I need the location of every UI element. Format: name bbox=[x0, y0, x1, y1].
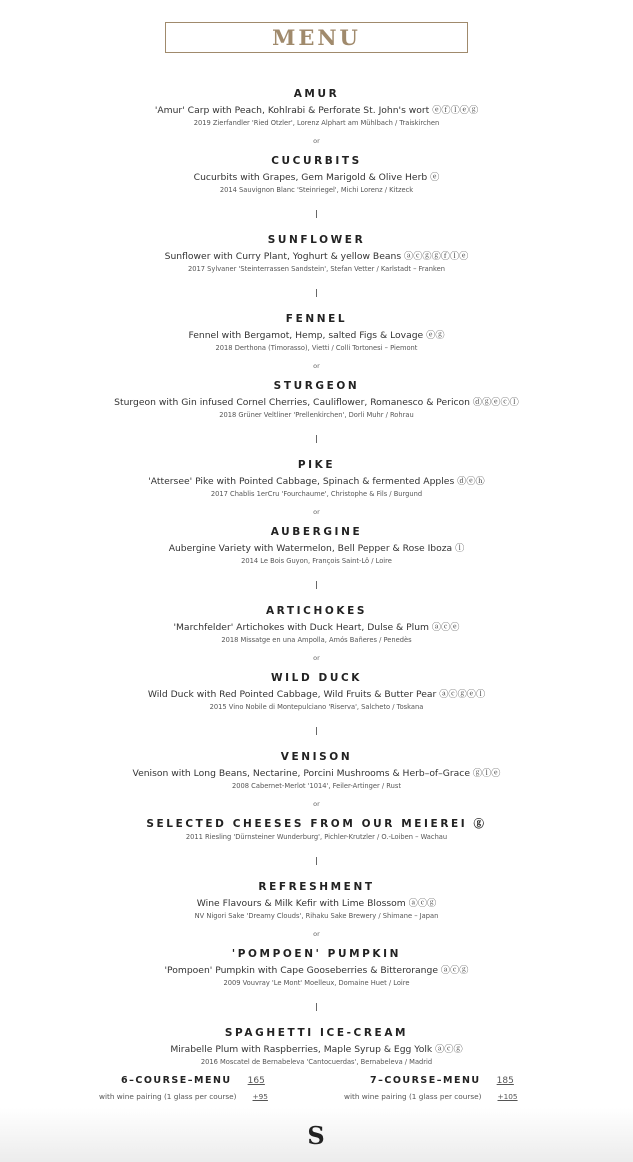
wine-pairing: 2018 Grüner Veltliner 'Prellenkirchen', Dorli Muhr / Rohrau bbox=[219, 411, 414, 419]
dish-description: Mirabelle Plum with Raspberries, Maple Syrup & Egg Yolk ⓐⓒⓖ bbox=[170, 1044, 463, 1055]
wine-pairing: 2014 Le Bois Guyon, François Saint-Lô / Loire bbox=[241, 557, 392, 565]
course-name: AMUR bbox=[293, 88, 340, 100]
course-item bbox=[17, 604, 617, 645]
course-divider bbox=[316, 195, 317, 233]
menu-title-box bbox=[165, 22, 468, 53]
offer-price: 165 bbox=[247, 1076, 265, 1086]
course-list bbox=[0, 87, 633, 1067]
wine-pairing: 2018 Missatge en una Ampolla, Amós Bañeres / Penedès bbox=[221, 636, 412, 644]
course-item bbox=[17, 458, 617, 499]
course-name: 'POMPOEN' PUMPKIN bbox=[231, 948, 402, 960]
wine-pairing: 2016 Moscatel de Bernabeleva 'Cantocuerdas', Bernabeleva / Madrid bbox=[200, 1058, 433, 1066]
dish-description: 'Attersee' Pike with Pointed Cabbage, Spinach & fermented Apples ⓓⓔⓗ bbox=[148, 476, 485, 487]
divider-line bbox=[316, 727, 317, 735]
course-name: SPAGHETTI ICE-CREAM bbox=[224, 1027, 409, 1039]
wine-pairing: 2014 Sauvignon Blanc 'Steinriegel', Michi Lorenz / Kitzeck bbox=[219, 186, 414, 194]
course-name: SUNFLOWER bbox=[267, 234, 366, 246]
offer-pairing-price: +95 bbox=[252, 1092, 268, 1101]
course-or-separator: or bbox=[313, 362, 320, 370]
course-divider bbox=[316, 566, 317, 604]
dish-description: Venison with Long Beans, Nectarine, Porcini Mushrooms & Herb–of–Grace ⓖⓛⓔ bbox=[132, 768, 501, 779]
course-name: CUCURBITS bbox=[271, 155, 362, 167]
wine-pairing: 2008 Cabernet-Merlot '1014', Feiler-Artinger / Rust bbox=[232, 782, 401, 790]
offer-name: 7–COURSE–MENU bbox=[370, 1075, 481, 1086]
offer-pairing-text: with wine pairing (1 glass per course) bbox=[344, 1092, 482, 1101]
divider-line bbox=[316, 1003, 317, 1011]
wine-pairing: 2018 Derthona (Timorasso), Vietti / Colli Tortonesi – Piemont bbox=[215, 344, 418, 352]
dish-description: Wild Duck with Red Pointed Cabbage, Wild Fruits & Butter Pear ⓐⓒⓖⓔⓛ bbox=[147, 689, 486, 700]
course-item bbox=[17, 947, 617, 988]
dish-description: Aubergine Variety with Watermelon, Bell Pepper & Rose Iboza ⓛ bbox=[168, 543, 465, 554]
course-divider bbox=[316, 712, 317, 750]
wine-pairing: 2015 Vino Nobile di Montepulciano 'Riserva', Salcheto / Toskana bbox=[209, 703, 424, 711]
divider-line bbox=[316, 435, 317, 443]
dish-description: Sunflower with Curry Plant, Yoghurt & yellow Beans ⓐⓒⓖⓖⓕⓛⓔ bbox=[164, 251, 469, 262]
course-or-separator: or bbox=[313, 508, 320, 516]
wine-pairing: 2011 Riesling 'Dürnsteiner Wunderburg', Pichler-Krutzler / O.-Loiben – Wachau bbox=[185, 833, 448, 841]
wine-pairing: 2017 Sylvaner 'Steinterrassen Sandstein', Stefan Vetter / Karlstadt – Franken bbox=[188, 265, 445, 273]
course-item bbox=[17, 880, 617, 921]
course-item bbox=[17, 312, 617, 353]
course-item bbox=[17, 750, 617, 791]
offer-price: 185 bbox=[496, 1076, 514, 1086]
divider-line bbox=[316, 857, 317, 865]
dish-description: Cucurbits with Grapes, Gem Marigold & Olive Herb ⓔ bbox=[193, 172, 440, 183]
dish-description: 'Amur' Carp with Peach, Kohlrabi & Perforate St. John's wort ⓔⓕⓛⓔⓖ bbox=[154, 105, 479, 116]
course-or-separator: or bbox=[313, 137, 320, 145]
course-divider bbox=[316, 420, 317, 458]
divider-line bbox=[316, 581, 317, 589]
course-item bbox=[17, 379, 617, 420]
course-or-separator: or bbox=[313, 930, 320, 938]
course-name: SELECTED CHEESES FROM OUR MEIEREI ⓖ bbox=[146, 818, 487, 830]
wine-pairing: NV Nigori Sake 'Dreamy Clouds', Rihaku Sake Brewery / Shimane – Japan bbox=[194, 912, 439, 920]
course-name: AUBERGINE bbox=[270, 526, 363, 538]
course-item bbox=[17, 87, 617, 128]
course-name: REFRESHMENT bbox=[258, 881, 375, 893]
divider-line bbox=[316, 289, 317, 297]
wine-pairing: 2019 Zierfandler 'Ried Otzler', Lorenz Alphart am Mühlbach / Traiskirchen bbox=[193, 119, 440, 127]
offer-pairing-text: with wine pairing (1 glass per course) bbox=[99, 1092, 237, 1101]
course-name: WILD DUCK bbox=[270, 672, 363, 684]
divider-line bbox=[316, 210, 317, 218]
course-item bbox=[17, 233, 617, 274]
course-divider bbox=[316, 842, 317, 880]
offer-7-course bbox=[344, 1075, 518, 1101]
dish-description: 'Pompoen' Pumpkin with Cape Gooseberries & Bitterorange ⓐⓒⓖ bbox=[164, 965, 469, 976]
wine-pairing: 2009 Vouvray 'Le Mont' Moelleux, Domaine Huet / Loire bbox=[223, 979, 410, 987]
dish-description: Wine Flavours & Milk Kefir with Lime Blossom ⓐⓒⓖ bbox=[196, 898, 437, 909]
course-name: FENNEL bbox=[285, 313, 348, 325]
course-or-separator: or bbox=[313, 654, 320, 662]
course-divider bbox=[316, 274, 317, 312]
course-name: STURGEON bbox=[273, 380, 360, 392]
course-or-separator: or bbox=[313, 800, 320, 808]
course-name: PIKE bbox=[297, 459, 336, 471]
offer-name: 6–COURSE–MENU bbox=[121, 1075, 232, 1086]
course-item bbox=[17, 525, 617, 566]
course-item bbox=[17, 817, 617, 842]
course-name: VENISON bbox=[280, 751, 353, 763]
course-item bbox=[17, 1026, 617, 1067]
restaurant-logo: S bbox=[307, 1121, 325, 1150]
menu-title: MENU bbox=[272, 25, 361, 50]
dish-description: Sturgeon with Gin infused Cornel Cherries, Cauliflower, Romanesco & Pericon ⓓⓖⓔⓒⓛ bbox=[114, 397, 519, 408]
offer-pairing-price: +105 bbox=[497, 1092, 518, 1101]
wine-pairing: 2017 Chablis 1erCru 'Fourchaume', Christophe & Fils / Burgund bbox=[210, 490, 423, 498]
dish-description: Fennel with Bergamot, Hemp, salted Figs & Lovage ⓔⓖ bbox=[188, 330, 445, 341]
course-item bbox=[17, 671, 617, 712]
course-divider bbox=[316, 988, 317, 1026]
course-name: ARTICHOKES bbox=[265, 605, 368, 617]
course-item bbox=[17, 154, 617, 195]
dish-description: 'Marchfelder' Artichokes with Duck Heart, Dulse & Plum ⓐⓒⓔ bbox=[173, 622, 460, 633]
offer-6-course bbox=[99, 1075, 268, 1101]
